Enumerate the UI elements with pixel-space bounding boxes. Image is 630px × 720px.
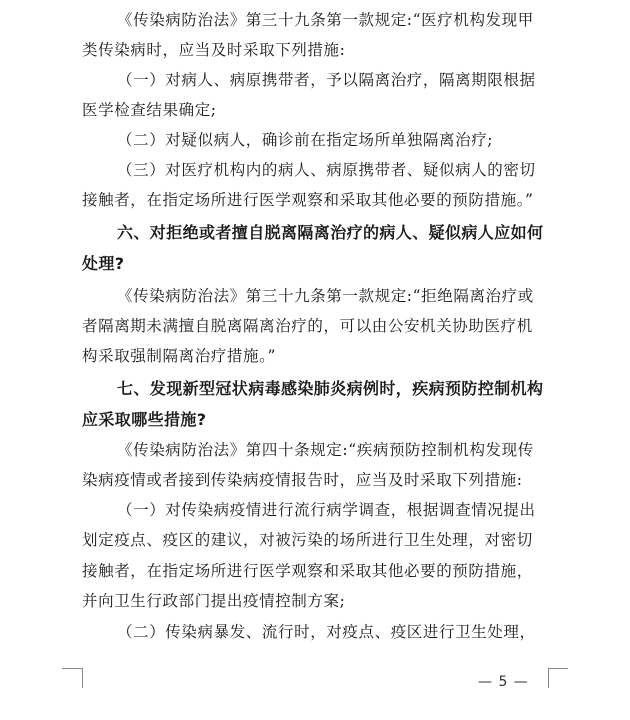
paragraph-line: 染病疫情或者接到传染病疫情报告时，应当及时采取下列措施: — [82, 471, 523, 489]
section-heading: 处理? — [82, 254, 125, 273]
paragraph-line: （二）传染病暴发、流行时，对疫点、疫区进行卫生处理， — [117, 623, 536, 641]
paragraph-line: 构采取强制隔离治疗措施。” — [82, 347, 276, 365]
crop-mark — [62, 668, 82, 669]
crop-mark — [548, 668, 549, 688]
paragraph-line: 划定疫点、疫区的建议，对被污染的场所进行卫生处理，对密切 — [82, 531, 533, 549]
paragraph-line: 《传染病防治法》第四十条规定:“疾病预防控制机构发现传 — [117, 441, 534, 459]
paragraph-line: 《传染病防治法》第三十九条第一款规定:“医疗机构发现甲 — [117, 11, 534, 29]
paragraph-line: 医学检查结果确定; — [82, 101, 217, 119]
paragraph-line: 者隔离期未满擅自脱离隔离治疗的，可以由公安机关协助医疗机 — [82, 317, 533, 335]
paragraph-line: （三）对医疗机构内的病人、病原携带者、疑似病人的密切 — [117, 161, 536, 179]
paragraph-line: 并向卫生行政部门提出疫情控制方案; — [82, 592, 346, 610]
crop-mark — [82, 668, 83, 688]
paragraph-line: 接触者，在指定场所进行医学观察和采取其他必要的预防措施， — [82, 562, 533, 580]
paragraph-line: （一）对传染病疫情进行流行病学调查，根据调查情况提出 — [117, 501, 536, 519]
paragraph-line: （一）对病人、病原携带者，予以隔离治疗，隔离期限根据 — [117, 71, 536, 89]
paragraph-line: 接触者，在指定场所进行医学观察和采取其他必要的预防措施。” — [82, 191, 534, 209]
crop-mark — [548, 668, 568, 669]
paragraph-line: （二）对疑似病人，确诊前在指定场所单独隔离治疗; — [117, 131, 494, 149]
section-heading: 六、对拒绝或者擅自脱离隔离治疗的病人、疑似病人应如何 — [117, 223, 544, 242]
section-heading: 应采取哪些措施? — [82, 410, 207, 429]
paragraph-line: 类传染病时，应当及时采取下列措施: — [82, 41, 346, 59]
page-number: — 5 — — [478, 674, 529, 690]
section-heading: 七、发现新型冠状病毒感染肺炎病例时，疾病预防控制机构 — [117, 379, 544, 398]
paragraph-line: 《传染病防治法》第三十九条第一款规定:“拒绝隔离治疗或 — [117, 287, 534, 305]
